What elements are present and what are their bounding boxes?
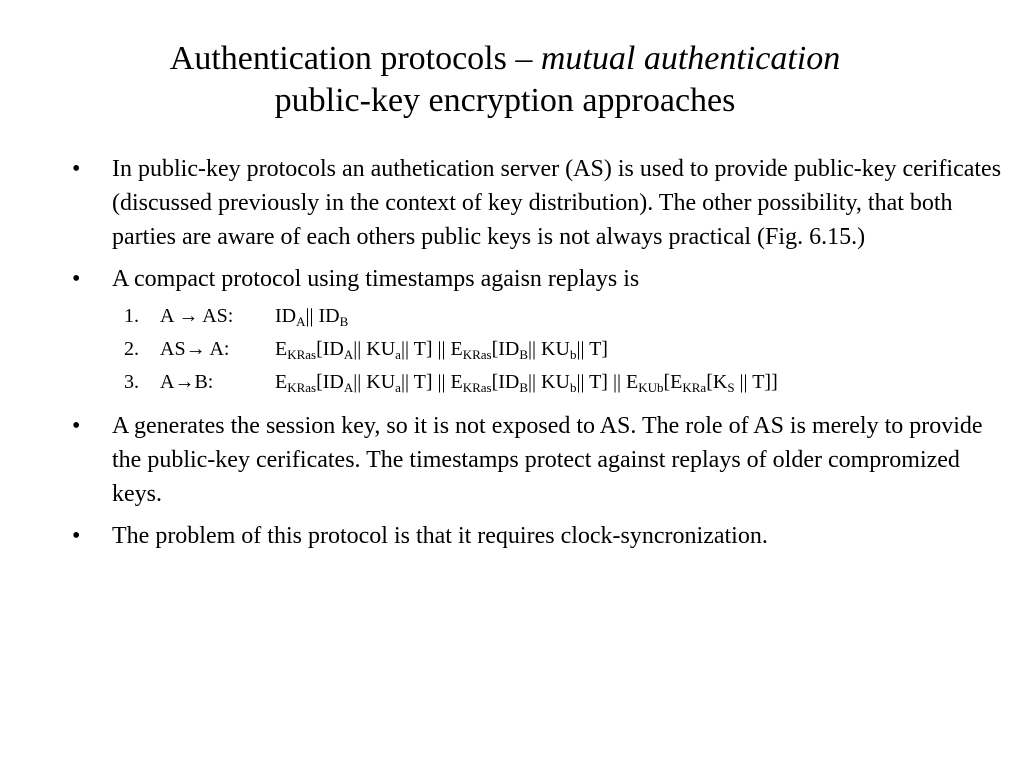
bullet-text: A generates the session key, so it is not exposed to AS. The role of AS is merely to provide the public-key cerificates. The timestamps protect against replays of older compromized keys.	[112, 413, 983, 507]
message-text: || T]]	[734, 371, 778, 393]
bullet-dot: •	[72, 413, 81, 439]
message-text: || T] || E	[576, 371, 639, 393]
bullet-item	[70, 409, 1010, 511]
protocol-steps	[70, 300, 1010, 399]
step-number: 1.	[124, 305, 139, 327]
message-text: [K	[706, 371, 728, 393]
message-subscript: KRas	[462, 347, 492, 362]
message-subscript: a	[395, 347, 401, 362]
bullet-dot: •	[72, 266, 81, 292]
message-subscript: KUb	[638, 380, 664, 395]
message-text: E	[275, 338, 288, 360]
message-subscript: B	[519, 347, 529, 362]
message-subscript: KRas	[287, 347, 317, 362]
title-line-2: public-key encryption approaches	[274, 82, 736, 119]
bullet-text: The problem of this protocol is that it requires clock-syncronization.	[112, 523, 768, 549]
message-subscript: S	[727, 380, 735, 395]
step-message	[275, 333, 608, 366]
message-subscript: b	[569, 380, 577, 395]
message-subscript: KRas	[462, 380, 492, 395]
bullet-dot: •	[72, 156, 81, 182]
step-number: 2.	[124, 338, 139, 360]
message-subscript: A	[296, 314, 306, 329]
message-text: || KU	[528, 371, 570, 393]
message-text: || T] || E	[400, 338, 463, 360]
protocol-step	[70, 366, 1010, 399]
step-number: 3.	[124, 371, 139, 393]
bullet-dot: •	[72, 523, 81, 549]
step-actors: A → AS:	[160, 305, 234, 327]
message-text: || KU	[353, 371, 396, 393]
bullet-text: A compact protocol using timestamps agaisn replays is	[112, 266, 640, 292]
title-italic-text: mutual authentication	[540, 40, 841, 77]
slide-title	[0, 38, 1010, 122]
bullet-item	[70, 519, 1010, 553]
message-subscript: B	[339, 314, 349, 329]
message-text: [ID	[491, 338, 520, 360]
message-text: [ID	[316, 371, 344, 393]
message-text: ID	[275, 305, 297, 327]
step-message	[275, 366, 778, 399]
title-line-1	[0, 38, 1010, 80]
step-message	[275, 300, 348, 333]
message-subscript: A	[343, 380, 354, 395]
message-text: || ID	[305, 305, 340, 327]
message-text: E	[275, 371, 288, 393]
message-text: [E	[663, 371, 683, 393]
message-subscript: KRa	[682, 380, 707, 395]
message-text: || T]	[576, 338, 608, 360]
protocol-step	[70, 333, 1010, 366]
message-subscript: a	[395, 380, 401, 395]
protocol-step	[70, 300, 1010, 333]
message-subscript: KRas	[287, 380, 317, 395]
message-subscript: A	[343, 347, 354, 362]
message-subscript: B	[519, 380, 529, 395]
message-text: || KU	[353, 338, 396, 360]
message-subscript: b	[569, 347, 577, 362]
bullet-item	[70, 152, 1010, 254]
message-text: || T] || E	[400, 371, 463, 393]
step-actors: AS→ A:	[160, 338, 230, 360]
step-actors: A→B:	[160, 371, 214, 393]
bullet-item	[70, 262, 1010, 296]
message-text: || KU	[528, 338, 570, 360]
bullet-text: In public-key protocols an authetication server (AS) is used to provide public-key cerificates (discussed previously in the context of key distribution). The other possibility, that both parties are aware of each others public keys is not always practical (Fig. 6.15.)	[112, 156, 1002, 250]
bullet-list	[70, 152, 1010, 561]
message-text: [ID	[316, 338, 344, 360]
title-text: Authentication protocols –	[169, 40, 541, 77]
message-text: [ID	[491, 371, 520, 393]
